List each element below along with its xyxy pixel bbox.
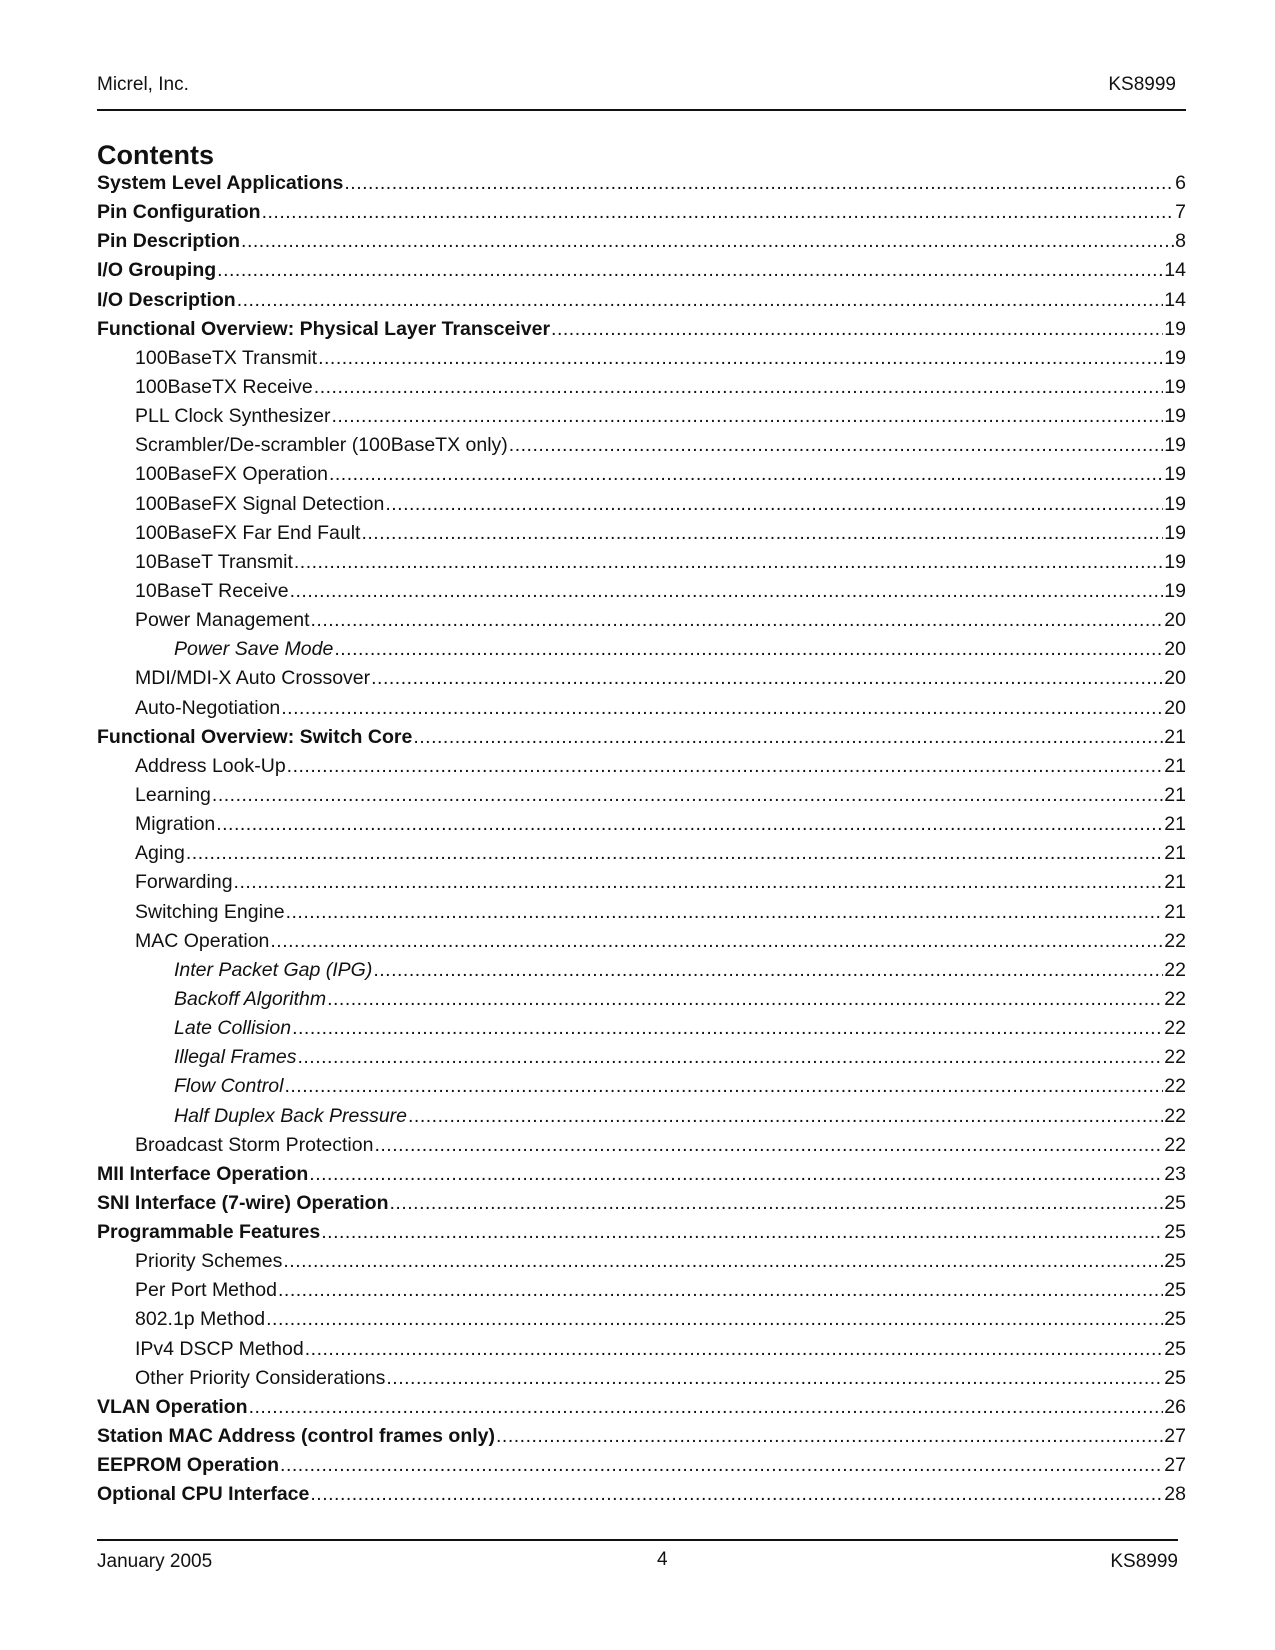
toc-entry-title: I/O Description [97, 288, 236, 311]
page-header [97, 74, 1186, 104]
toc-entry-page: 22 [1164, 1017, 1186, 1040]
toc-entry-title: Power Save Mode [174, 638, 334, 661]
toc-entry-page: 19 [1164, 550, 1186, 573]
toc-entry-title: Broadcast Storm Protection [135, 1133, 374, 1156]
toc-entry-title: Optional CPU Interface [97, 1483, 310, 1506]
dot-leader [186, 839, 1163, 868]
toc-entry-page: 20 [1164, 638, 1186, 661]
dot-leader [292, 1014, 1163, 1043]
toc-entry[interactable] [97, 1072, 1186, 1101]
dot-leader [327, 985, 1163, 1014]
toc-entry-page: 21 [1164, 871, 1186, 894]
footer-date: January 2005 [97, 1551, 213, 1572]
toc-entry[interactable] [97, 839, 1186, 868]
toc-entry-title: Illegal Frames [174, 1046, 297, 1069]
dot-leader [270, 927, 1163, 956]
toc-entry[interactable] [97, 1102, 1186, 1131]
toc-entry-title: Station MAC Address (control frames only) [97, 1425, 495, 1448]
toc-entry[interactable] [97, 694, 1186, 723]
toc-entry-page: 7 [1175, 201, 1186, 224]
toc-entry-title: 100BaseFX Operation [135, 463, 328, 486]
toc-entry[interactable] [97, 315, 1186, 344]
toc-entry[interactable] [97, 460, 1186, 489]
toc-entry-title: 10BaseT Transmit [135, 550, 293, 573]
toc-entry[interactable] [97, 664, 1186, 693]
header-divider [97, 109, 1186, 111]
toc-entry-title: SNI Interface (7-wire) Operation [97, 1191, 389, 1214]
dot-leader [241, 227, 1174, 256]
toc-entry[interactable] [97, 606, 1186, 635]
toc-entry[interactable] [97, 286, 1186, 315]
table-of-contents [97, 169, 1186, 1509]
toc-entry-title: Migration [135, 813, 216, 836]
header-company: Micrel, Inc. [97, 74, 189, 95]
toc-entry[interactable] [97, 1160, 1186, 1189]
dot-leader [290, 577, 1164, 606]
dot-leader [284, 1072, 1163, 1101]
dot-leader [287, 752, 1164, 781]
toc-entry-page: 25 [1164, 1366, 1186, 1389]
toc-entry-title: Flow Control [174, 1075, 284, 1098]
toc-entry-page: 21 [1164, 900, 1186, 923]
toc-entry-page: 21 [1164, 725, 1186, 748]
toc-entry-page: 22 [1164, 1046, 1186, 1069]
toc-entry-title: Forwarding [135, 871, 233, 894]
toc-entry-title: 100BaseFX Far End Fault [135, 521, 361, 544]
toc-entry[interactable] [97, 431, 1186, 460]
dot-leader [237, 286, 1164, 315]
toc-entry-page: 8 [1175, 230, 1186, 253]
toc-entry-title: Late Collision [174, 1017, 292, 1040]
dot-leader [278, 1276, 1163, 1305]
toc-entry-title: System Level Applications [97, 172, 344, 194]
toc-entry-page: 19 [1164, 463, 1186, 486]
dot-leader [212, 781, 1163, 810]
toc-entry-page: 20 [1164, 667, 1186, 690]
dot-leader [408, 1102, 1163, 1131]
toc-entry-title: Priority Schemes [135, 1250, 283, 1273]
toc-entry[interactable] [97, 1218, 1186, 1247]
toc-entry[interactable] [97, 868, 1186, 897]
dot-leader [385, 490, 1163, 519]
toc-entry[interactable] [97, 781, 1186, 810]
toc-entry[interactable] [97, 1131, 1186, 1160]
toc-entry[interactable] [97, 898, 1186, 927]
dot-leader [318, 344, 1163, 373]
toc-entry-page: 22 [1164, 987, 1186, 1010]
dot-leader [280, 1451, 1163, 1480]
dot-leader [321, 1218, 1163, 1247]
toc-entry-title: MAC Operation [135, 929, 270, 952]
toc-entry[interactable] [97, 344, 1186, 373]
toc-entry[interactable] [97, 1276, 1186, 1305]
toc-entry[interactable] [97, 519, 1186, 548]
toc-entry[interactable] [97, 1393, 1186, 1422]
toc-entry-page: 22 [1164, 1075, 1186, 1098]
dot-leader [551, 315, 1163, 344]
toc-entry[interactable] [97, 985, 1186, 1014]
toc-entry-page: 19 [1164, 346, 1186, 369]
toc-entry-page: 28 [1164, 1483, 1186, 1506]
toc-entry-page: 27 [1164, 1454, 1186, 1477]
toc-entry-page: 21 [1164, 813, 1186, 836]
dot-leader [389, 1189, 1163, 1218]
toc-entry-title: EEPROM Operation [97, 1454, 280, 1477]
toc-entry[interactable] [97, 1305, 1186, 1334]
toc-entry[interactable] [97, 1247, 1186, 1276]
toc-entry[interactable] [97, 169, 1186, 198]
toc-entry-page: 21 [1164, 842, 1186, 865]
toc-entry-page: 14 [1164, 259, 1186, 282]
toc-entry-page: 19 [1164, 521, 1186, 544]
dot-leader [234, 868, 1164, 897]
footer-doc-id: KS8999 [1110, 1551, 1178, 1572]
toc-entry-title: Auto-Negotiation [135, 696, 281, 719]
dot-leader [373, 956, 1163, 985]
toc-entry-title: Programmable Features [97, 1221, 321, 1244]
toc-entry[interactable] [97, 635, 1186, 664]
toc-entry-title: Pin Configuration [97, 201, 261, 224]
toc-entry-page: 22 [1164, 1104, 1186, 1127]
dot-leader [329, 460, 1163, 489]
toc-entry-title: Power Management [135, 609, 310, 632]
toc-entry[interactable] [97, 577, 1186, 606]
toc-entry-page: 19 [1164, 375, 1186, 398]
dot-leader [311, 606, 1164, 635]
toc-entry[interactable] [97, 1335, 1186, 1364]
toc-entry-title: 10BaseT Receive [135, 579, 289, 602]
toc-entry[interactable] [97, 1043, 1186, 1072]
toc-entry-title: 802.1p Method [135, 1308, 266, 1331]
dot-leader [249, 1393, 1164, 1422]
dot-leader [294, 548, 1163, 577]
toc-entry-page: 25 [1164, 1221, 1186, 1244]
dot-leader [344, 169, 1174, 198]
toc-entry[interactable] [97, 373, 1186, 402]
dot-leader [283, 1247, 1163, 1276]
toc-entry-page: 22 [1164, 1133, 1186, 1156]
toc-entry-page: 23 [1164, 1162, 1186, 1185]
dot-leader [331, 402, 1163, 431]
toc-entry-page: 26 [1164, 1395, 1186, 1418]
toc-entry-page: 25 [1164, 1191, 1186, 1214]
page-footer [97, 1551, 1178, 1581]
dot-leader [314, 373, 1164, 402]
toc-entry[interactable] [97, 956, 1186, 985]
toc-entry[interactable] [97, 490, 1186, 519]
toc-entry-title: Backoff Algorithm [174, 987, 327, 1010]
toc-entry-title: Pin Description [97, 230, 241, 253]
dot-leader [216, 810, 1163, 839]
toc-entry-title: IPv4 DSCP Method [135, 1337, 304, 1360]
toc-entry-page: 19 [1164, 434, 1186, 457]
toc-entry-title: Functional Overview: Physical Layer Transceiver [97, 317, 551, 340]
toc-entry-title: Switching Engine [135, 900, 285, 923]
toc-entry-title: Scrambler/De-scrambler (100BaseTX only) [135, 434, 508, 457]
dot-leader [217, 256, 1163, 285]
toc-entry-page: 25 [1164, 1250, 1186, 1273]
toc-entry[interactable] [97, 256, 1186, 285]
dot-leader [310, 1480, 1163, 1509]
toc-entry-page: 19 [1164, 579, 1186, 602]
dot-leader [281, 694, 1163, 723]
toc-entry[interactable] [97, 927, 1186, 956]
toc-entry-page: 22 [1164, 929, 1186, 952]
toc-entry-page: 19 [1164, 405, 1186, 428]
toc-entry[interactable] [97, 198, 1186, 227]
toc-entry-title: Learning [135, 783, 211, 806]
toc-entry[interactable] [97, 1364, 1186, 1393]
toc-entry[interactable] [97, 1014, 1186, 1043]
toc-entry[interactable] [97, 1480, 1186, 1509]
toc-entry-page: 14 [1164, 288, 1186, 311]
toc-entry-page: 25 [1164, 1279, 1186, 1302]
toc-entry-title: Address Look-Up [135, 754, 286, 777]
dot-leader [371, 664, 1163, 693]
dot-leader [509, 431, 1164, 460]
dot-leader [297, 1043, 1163, 1072]
toc-entry-title: I/O Grouping [97, 259, 217, 282]
dot-leader [413, 723, 1163, 752]
toc-entry-title: Half Duplex Back Pressure [174, 1104, 408, 1127]
dot-leader [361, 519, 1163, 548]
toc-title: Contents [97, 140, 214, 170]
toc-entry-page: 22 [1164, 958, 1186, 981]
toc-entry[interactable] [97, 227, 1186, 256]
toc-entry-title: Per Port Method [135, 1279, 277, 1302]
dot-leader [305, 1335, 1164, 1364]
dot-leader [334, 635, 1163, 664]
toc-entry[interactable] [97, 1451, 1186, 1480]
toc-entry[interactable] [97, 752, 1186, 781]
toc-entry-title: Aging [135, 842, 185, 865]
toc-entry-title: MDI/MDI-X Auto Crossover [135, 667, 371, 690]
toc-entry-title: Functional Overview: Switch Core [97, 725, 413, 748]
toc-entry[interactable] [97, 402, 1186, 431]
toc-entry-title: 100BaseTX Transmit [135, 346, 318, 369]
toc-entry-page: 25 [1164, 1337, 1186, 1360]
dot-leader [496, 1422, 1163, 1451]
toc-entry-page: 25 [1164, 1308, 1186, 1331]
dot-leader [374, 1131, 1163, 1160]
toc-entry-page: 20 [1164, 609, 1186, 632]
toc-entry-page: 27 [1164, 1425, 1186, 1448]
dot-leader [286, 898, 1164, 927]
toc-entry[interactable] [97, 548, 1186, 577]
toc-entry-title: MII Interface Operation [97, 1162, 309, 1185]
toc-entry-page: 21 [1164, 754, 1186, 777]
dot-leader [266, 1305, 1163, 1334]
toc-entry-title: Inter Packet Gap (IPG) [174, 958, 373, 981]
toc-entry[interactable] [97, 1422, 1186, 1451]
toc-entry-title: Other Priority Considerations [135, 1366, 386, 1389]
toc-entry[interactable] [97, 810, 1186, 839]
toc-entry[interactable] [97, 1189, 1186, 1218]
toc-entry-title: PLL Clock Synthesizer [135, 405, 331, 428]
footer-divider [97, 1539, 1178, 1541]
toc-entry-page: 20 [1164, 696, 1186, 719]
toc-entry[interactable] [97, 723, 1186, 752]
dot-leader [262, 198, 1175, 227]
footer-page-number: 4 [657, 1549, 668, 1570]
toc-entry-title: 100BaseTX Receive [135, 375, 313, 398]
toc-entry-title: VLAN Operation [97, 1395, 248, 1418]
dot-leader [309, 1160, 1163, 1189]
toc-entry-page: 21 [1164, 783, 1186, 806]
toc-entry-page: 19 [1164, 492, 1186, 515]
toc-entry-title: 100BaseFX Signal Detection [135, 492, 385, 515]
header-doc-id: KS8999 [1108, 74, 1176, 95]
toc-entry-page: 19 [1164, 317, 1186, 340]
toc-entry-page: 6 [1175, 172, 1186, 194]
dot-leader [386, 1364, 1163, 1393]
